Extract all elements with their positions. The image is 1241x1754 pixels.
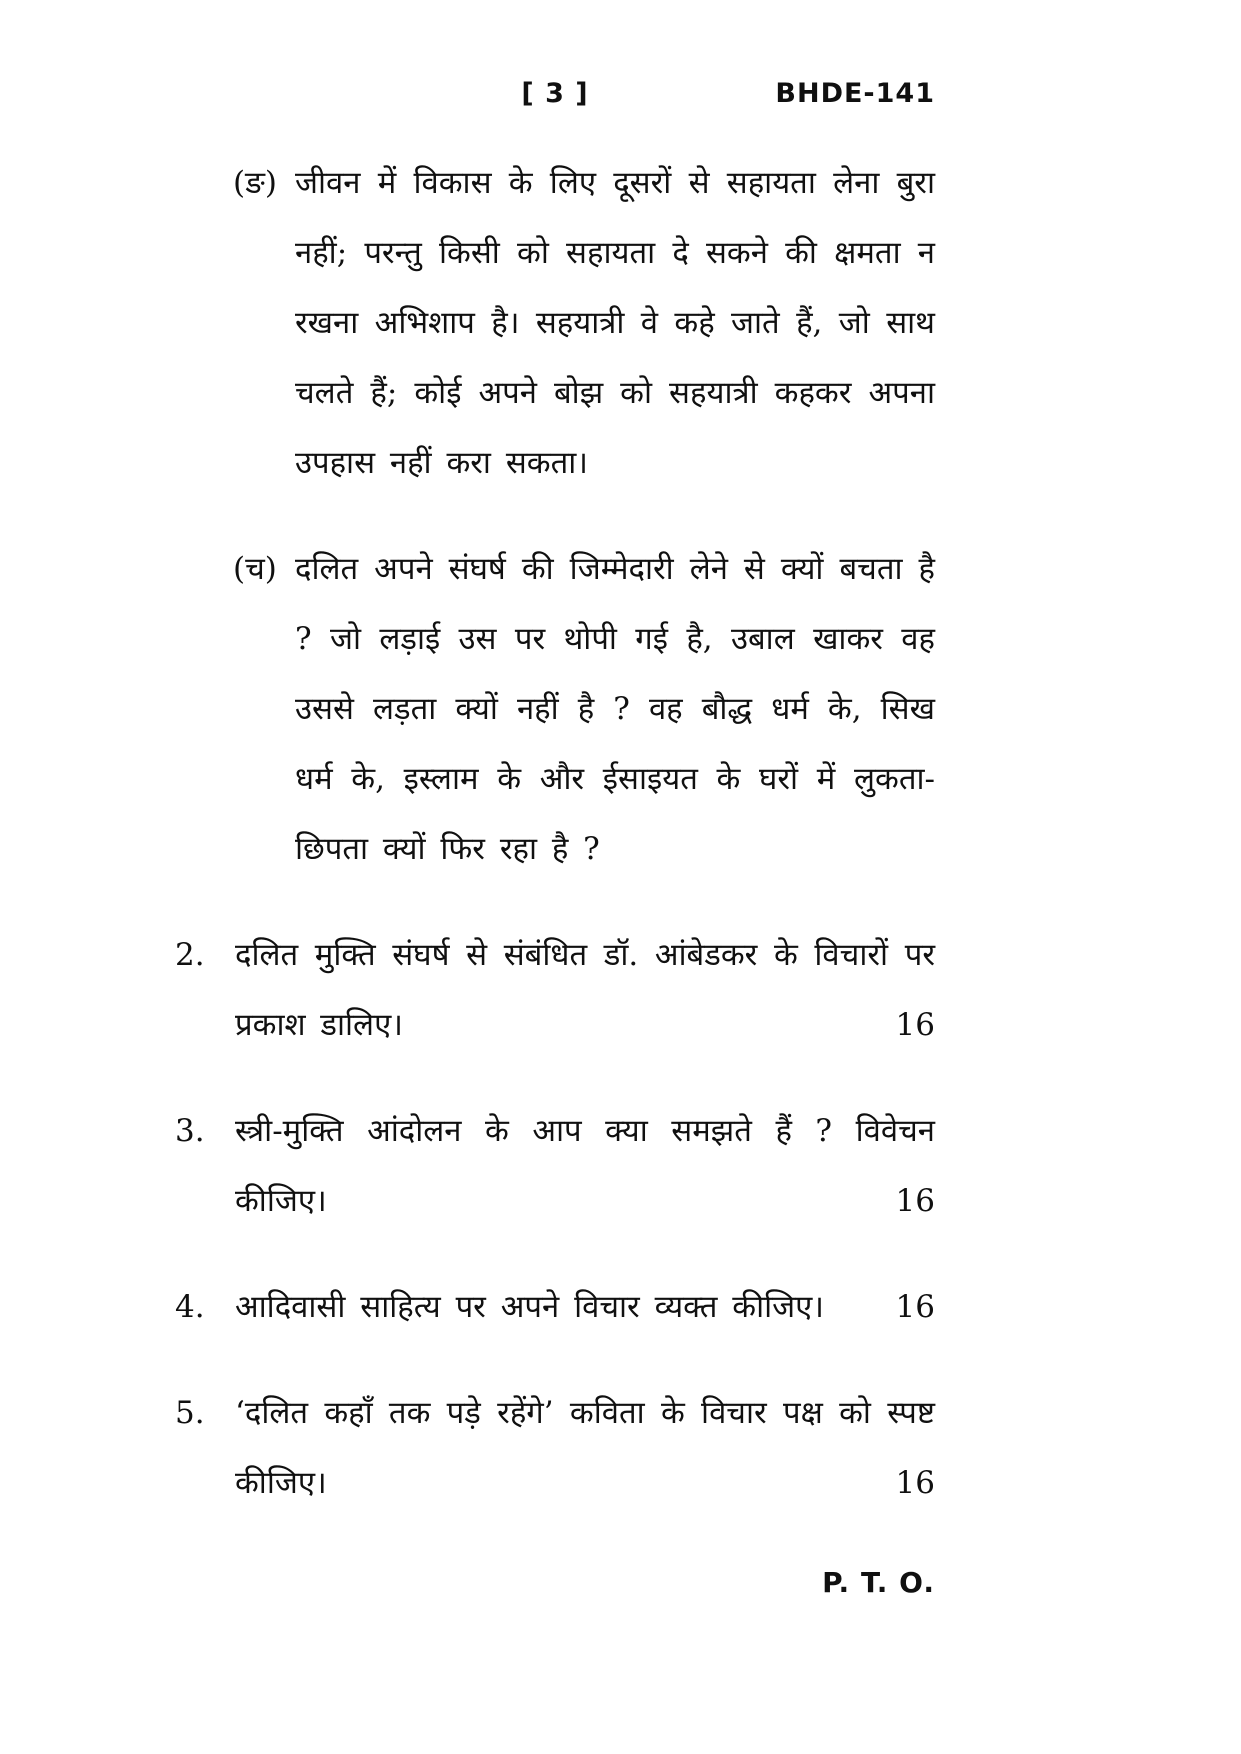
question-paper-content (175, 148, 935, 1518)
question-text: दलित मुक्ति संघर्ष से संबंधित डॉ. आंबेडकर के विचारों पर प्रकाश डालिए। (235, 937, 935, 1043)
subquestion-text: दलित अपने संघर्ष की जिम्मेदारी लेने से क्यों बचता है ? जो लड़ाई उस पर थोपी गई है, उबाल खाकर वह उससे लड़ता क्यों नहीं है ? वह बौद्ध धर्म के, सिख धर्म के, इस्लाम के और ईसाइयत के घरों में लुकता-छिपता क्यों फिर रहा है ? (295, 551, 935, 867)
subquestion-cha (233, 534, 935, 884)
question-body (235, 920, 935, 1060)
question-marks: 16 (895, 1289, 935, 1325)
question-number: 4. (175, 1289, 205, 1325)
question-2 (175, 920, 935, 1060)
pto-label: P. T. O. (822, 1566, 935, 1599)
question-3 (175, 1096, 935, 1236)
question-text: आदिवासी साहित्य पर अपने विचार व्यक्त कीजिए। (235, 1289, 825, 1325)
question-number: 3. (175, 1113, 205, 1149)
question-marks: 16 (895, 1465, 935, 1501)
question-number: 5. (175, 1395, 205, 1431)
subquestion-label: (ङ) (233, 165, 277, 201)
paper-code: BHDE-141 (775, 78, 935, 109)
question-text: स्त्री-मुक्ति आंदोलन के आप क्या समझते हैं ? विवेचन कीजिए। (235, 1113, 935, 1219)
page-number: [ 3 ] (521, 78, 589, 109)
question-number: 2. (175, 937, 205, 973)
subquestion-text: जीवन में विकास के लिए दूसरों से सहायता लेना बुरा नहीं; परन्तु किसी को सहायता दे सकने की क्षमता न रखना अभिशाप है। सहयात्री वे कहे जाते हैं, जो साथ चलते हैं; कोई अपने बोझ को सहयात्री कहकर अपना उपहास नहीं करा सकता। (295, 165, 935, 481)
page-header (175, 78, 935, 120)
page-footer (175, 1566, 935, 1599)
question-4 (175, 1272, 935, 1342)
question-marks: 16 (895, 1183, 935, 1219)
subquestion-label: (च) (233, 551, 277, 587)
question-body (235, 1096, 935, 1236)
question-text: ‘दलित कहाँ तक पड़े रहेंगे’ कविता के विचार पक्ष को स्पष्ट कीजिए। (235, 1395, 935, 1501)
subquestion-nga (233, 148, 935, 498)
question-5 (175, 1378, 935, 1518)
question-marks: 16 (895, 1007, 935, 1043)
question-body (235, 1272, 935, 1342)
question-body (235, 1378, 935, 1518)
